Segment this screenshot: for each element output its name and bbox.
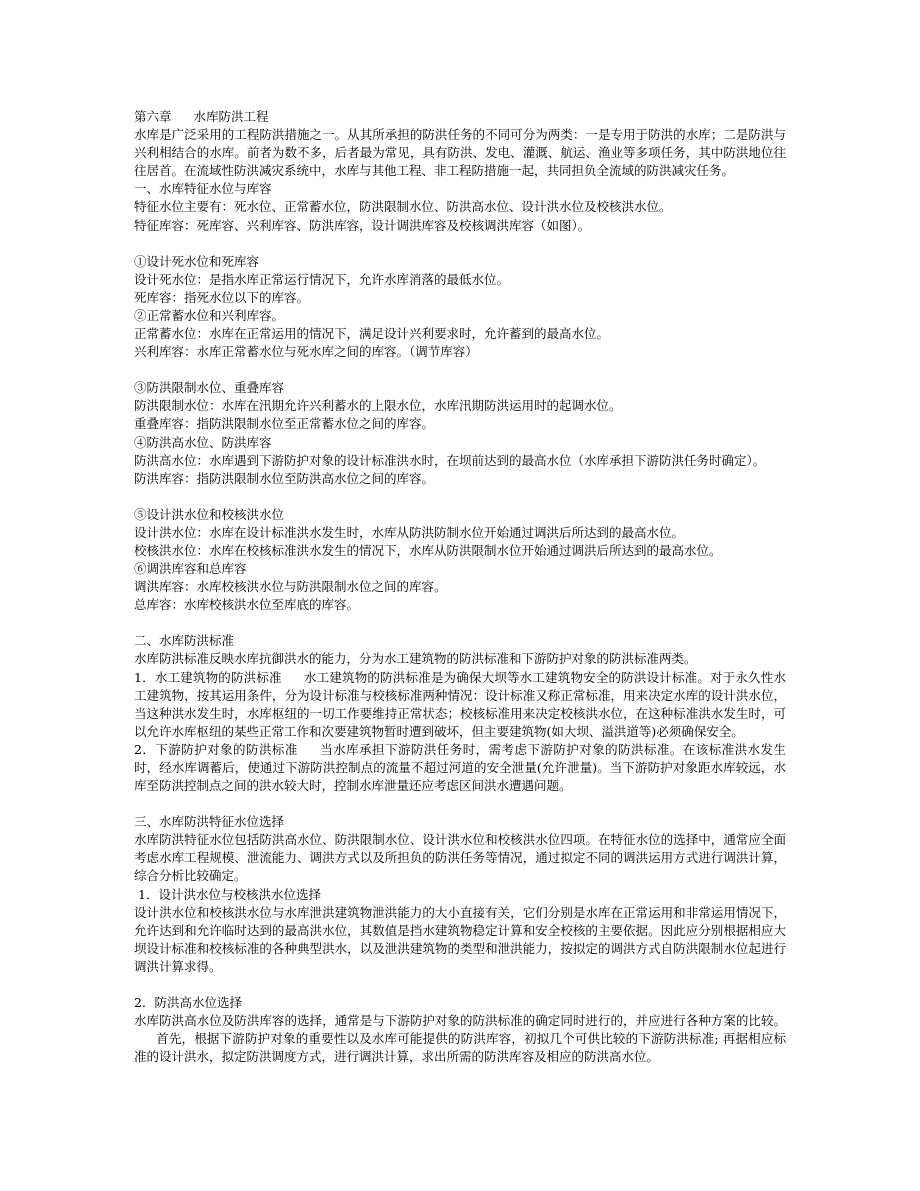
item-4-text-b: 防洪库容：指防洪限制水位至防洪高水位之间的库容。 bbox=[134, 470, 435, 486]
section-2-point-1 bbox=[134, 669, 786, 741]
item-2-text-b: 兴利库容：水库正常蓄水位与死水库之间的库容。（调节库容） bbox=[134, 344, 478, 360]
item-5-heading: ⑤设计洪水位和校核洪水位 bbox=[134, 506, 285, 522]
section-1-heading: 一、水库特征水位与库容 bbox=[134, 181, 272, 197]
chapter-name: 水库防洪工程 bbox=[193, 109, 269, 124]
section-2-heading: 二、水库防洪标准 bbox=[134, 633, 235, 649]
spacer bbox=[134, 488, 786, 506]
item-6-text-b: 总库容：水库校核洪水位至库底的库容。 bbox=[134, 597, 360, 613]
section-2-point-2 bbox=[134, 741, 786, 795]
item-2-heading: ②正常蓄水位和兴利库容。 bbox=[134, 307, 285, 323]
spacer bbox=[134, 795, 786, 813]
section-3-point-1-text: 设计洪水位和校核洪水位与水库泄洪建筑物泄洪能力的大小直接有关，它们分别是水库在正常运用和非常运用情况下，允许达到和允许临时达到的最高洪水位，其数值是挡水建筑物稳定计算和安全校核的主要依据。因此应分别根据相应大坝设计标准和校核标准的各种典型洪水，以及泄洪建筑物的类型和泄洪能力，按拟定的调洪方式自防洪限制水位起进行调洪计算求得。 bbox=[134, 904, 786, 974]
chapter-number: 第六章 bbox=[134, 109, 172, 124]
item-6-text-a: 调洪库容：水库校核洪水位与防洪限制水位之间的库容。 bbox=[134, 579, 447, 595]
document-page bbox=[134, 108, 786, 1066]
item-1-text-b: 死库容：指死水位以下的库容。 bbox=[134, 289, 310, 305]
section-1-storage: 特征库容：死库容、兴利库容、防洪库容，设计调洪库容及校核调洪库容（如图）。 bbox=[134, 217, 591, 233]
spacer bbox=[134, 235, 786, 253]
section-1-levels: 特征水位主要有：死水位、正常蓄水位，防洪限制水位、防洪高水位、设计洪水位及校核洪水位。 bbox=[134, 199, 672, 215]
section-3-point-2-text-a: 水库防洪高水位及防洪库容的选择，通常是与下游防护对象的防洪标准的确定同时进行的，并应进行各种方案的比较。 bbox=[134, 1013, 786, 1029]
item-2-text-a: 正常蓄水位：水库在正常运用的情况下，满足设计兴利要求时，允许蓄到的最高水位。 bbox=[134, 326, 610, 342]
section-3-point-1-heading: 1．设计洪水位与校核洪水位选择 bbox=[138, 886, 321, 902]
spacer bbox=[134, 361, 786, 379]
spacer bbox=[134, 976, 786, 994]
section-3-heading: 三、水库防洪特征水位选择 bbox=[134, 814, 285, 830]
section-2-point-2-label: 2．下游防护对象的防洪标准 bbox=[134, 741, 298, 757]
chapter-title bbox=[134, 108, 786, 126]
item-4-text-a: 防洪高水位：水库遇到下游防护对象的设计标准洪水时，在坝前达到的最高水位（水库承担下游防洪任务时确定）。 bbox=[134, 452, 766, 468]
item-3-text-b: 重叠库容：指防洪限制水位至正常蓄水位之间的库容。 bbox=[134, 416, 435, 432]
section-3-point-2-heading: 2．防洪高水位选择 bbox=[134, 995, 242, 1011]
item-1-text-a: 设计死水位：是指水库正常运行情况下，允许水库消落的最低水位。 bbox=[134, 271, 510, 287]
section-3-point-2-text-b: 首先，根据下游防护对象的重要性以及水库可能提供的防洪库容，初拟几个可供比较的下游防洪标准; 再据相应标准的设计洪水，拟定防洪调度方式，进行调洪计算，求出所需的防洪库容及相应的防洪高水位。 bbox=[134, 1031, 786, 1065]
section-3-intro: 水库防洪特征水位包括防洪高水位、防洪限制水位、设计洪水位和校核洪水位四项。在特征水位的选择中，通常应全面考虑水库工程规模、泄流能力、调洪方式以及所担负的防洪任务等情况，通过拟定不同的调洪运用方式进行调洪计算，综合分析比较确定。 bbox=[134, 832, 786, 884]
item-5-text-b: 校核洪水位：水库在校核标准洪水发生的情况下，水库从防洪限制水位开始通过调洪后所达到的最高水位。 bbox=[134, 542, 722, 558]
item-3-text-a: 防洪限制水位：水库在汛期允许兴利蓄水的上限水位，水库汛期防洪运用时的起调水位。 bbox=[134, 398, 622, 414]
item-1-heading: ①设计死水位和死库容 bbox=[134, 253, 260, 269]
section-2-point-1-label: 1．水工建筑物的防洪标准 bbox=[134, 669, 282, 685]
intro-paragraph: 水库是广泛采用的工程防洪措施之一。从其所承担的防洪任务的不同可分为两类：一是专用于防洪的水库；二是防洪与兴利相结合的水库。前者为数不多，后者最为常见，具有防洪、发电、灌溉、航运、渔业等多项任务，其中防洪地位往往居首。在流域性防洪减灾系统中，水库与其他工程、非工程防措施一起，共同担负全流域的防洪减灾任务。 bbox=[134, 127, 786, 179]
item-6-heading: ⑥调洪库容和总库容 bbox=[134, 561, 247, 577]
item-3-heading: ③防洪限制水位、重叠库容 bbox=[134, 380, 285, 396]
spacer bbox=[134, 614, 786, 632]
section-2-point-1-text: 水工建筑物的防洪标准是为确保大坝等水工建筑物安全的防洪设计标准。对于永久性水工建筑物，按其运用条件，分为设计标准与校核标准两种情况：设计标准又称正常标准，用来决定水库的设计洪水位，当这种洪水发生时，水库枢纽的一切工作要维持正常状态；校核标准用来决定校核洪水位，在这种标准洪水发生时，可以允许水库枢纽的某些正常工作和次要建筑物暂时遭到破坏，但主要建筑物(如大坝、溢洪道等)必须确保安全。 bbox=[134, 669, 786, 739]
section-2-point-2-text: 当水库承担下游防洪任务时，需考虑下游防护对象的防洪标准。在该标准洪水发生时，经水库调蓄后，使通过下游防洪控制点的流量不超过河道的安全泄量(允许泄量)。当下游防护对象距水库较远，水库至防洪控制点之间的洪水较大时，控制水库泄量还应考虑区间洪水遭遇问题。 bbox=[134, 741, 786, 794]
section-2-intro: 水库防洪标准反映水库抗御洪水的能力，分为水工建筑物的防洪标准和下游防护对象的防洪标准两类。 bbox=[134, 651, 697, 667]
item-4-heading: ④防洪高水位、防洪库容 bbox=[134, 434, 272, 450]
item-5-text-a: 设计洪水位：水库在设计标准洪水发生时，水库从防洪防制水位开始通过调洪后所达到的最高水位。 bbox=[134, 524, 685, 540]
section-3-point-2-text bbox=[134, 1012, 786, 1066]
